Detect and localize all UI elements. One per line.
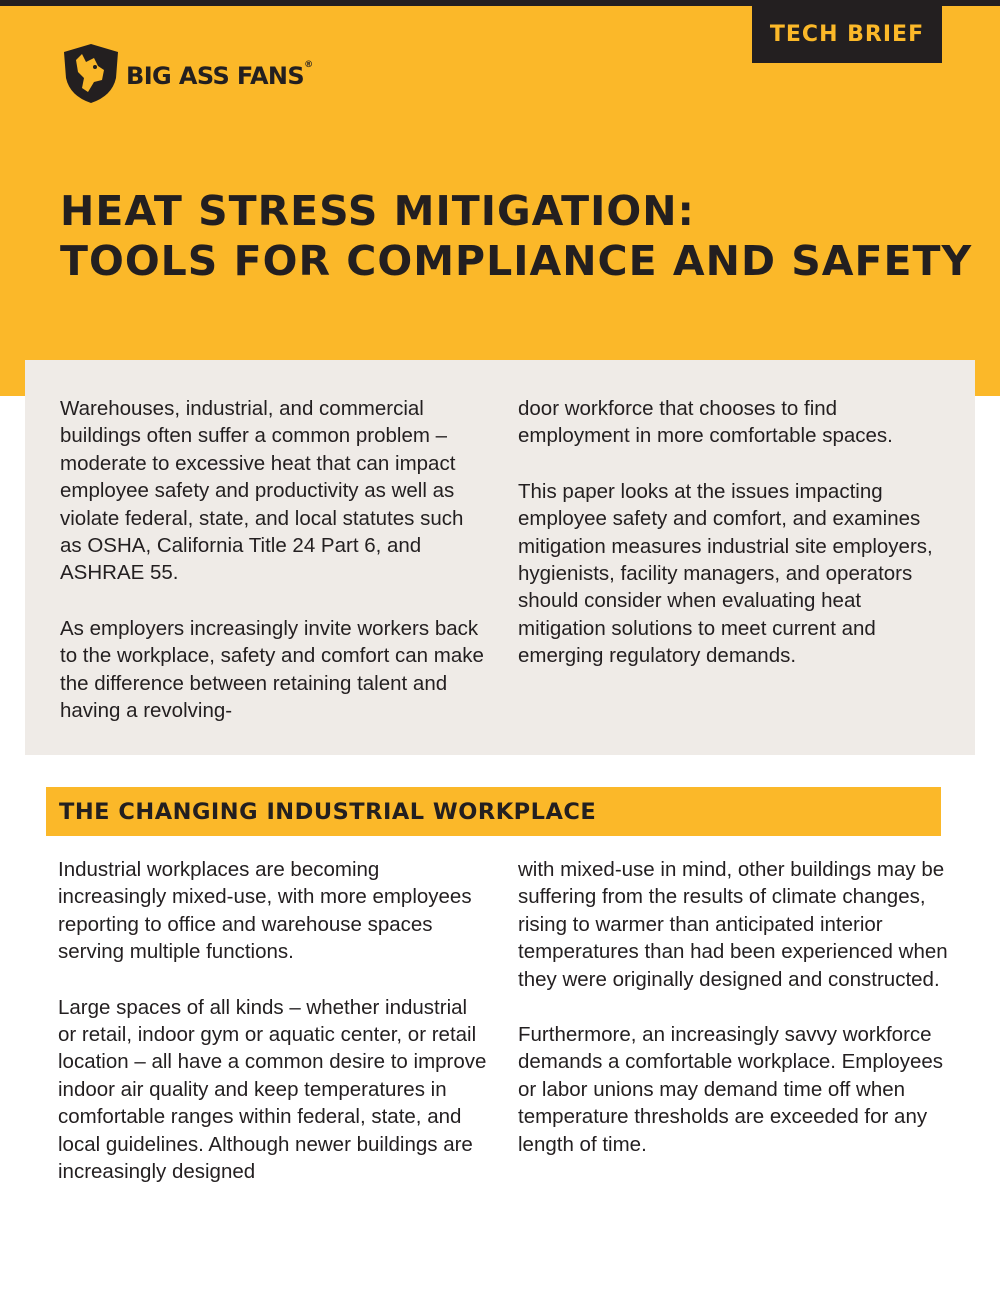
body-paragraph: Large spaces of all kinds – whether industrial or retail, indoor gym or aquatic center, or retail location – all have a common desire to improve indoor air quality and keep temperatures in comfortable ranges within federal, state, and local guidelines. Although newer buildings are increasingly designed <box>58 995 487 1184</box>
intro-right-column <box>518 395 948 698</box>
tech-brief-badge: TECH BRIEF <box>752 6 942 63</box>
title-line-2: TOOLS FOR COMPLIANCE AND SAFETY <box>60 237 973 285</box>
intro-paragraph: door workforce that chooses to find employment in more comfortable spaces. <box>518 397 893 448</box>
title-line-1: HEAT STRESS MITIGATION: <box>60 187 695 235</box>
donkey-shield-icon <box>58 40 124 106</box>
body-paragraph: Industrial workplaces are becoming increasingly mixed-use, with more employees reporting to office and warehouse spaces serving multiple functions. <box>58 858 472 964</box>
intro-paragraph: This paper looks at the issues impacting employee safety and comfort, and examines mitigation measures industrial site employers, hygienists, facility managers, and operators should consider when evaluating heat mitigation solutions to meet current and emerging regulatory demands. <box>518 479 933 668</box>
page-title <box>60 186 972 286</box>
body-paragraph: with mixed-use in mind, other buildings may be suffering from the results of climate changes, rising to warmer than anticipated interior temperatures than had been experienced when they were originally designed and constructed. <box>518 858 948 991</box>
registered-mark: ® <box>304 60 313 70</box>
intro-paragraph: As employers increasingly invite workers back to the workplace, safety and comfort can make the difference between retaining talent and having a revolving- <box>60 616 484 723</box>
body-paragraph: Furthermore, an increasingly savvy workforce demands a comfortable workplace. Employees or labor unions may demand time off when temperature thresholds are exceeded for any length of time. <box>518 1023 944 1156</box>
brand-logo[interactable] <box>58 40 313 106</box>
intro-paragraph: Warehouses, industrial, and commercial buildings often suffer a common problem – moderate to excessive heat that can impact employee safety and productivity as well as violate federal, state, and local statutes such as OSHA, California Title 24 Part 6, and ASHRAE 55. <box>60 397 464 585</box>
logo-wordmark: BIG ASS FANS® <box>126 60 313 90</box>
section-right-column <box>518 856 948 1186</box>
section-title: THE CHANGING INDUSTRIAL WORKPLACE <box>59 798 597 825</box>
section-header-bar <box>46 787 941 836</box>
intro-left-column <box>60 395 490 752</box>
section-left-column <box>58 856 488 1213</box>
